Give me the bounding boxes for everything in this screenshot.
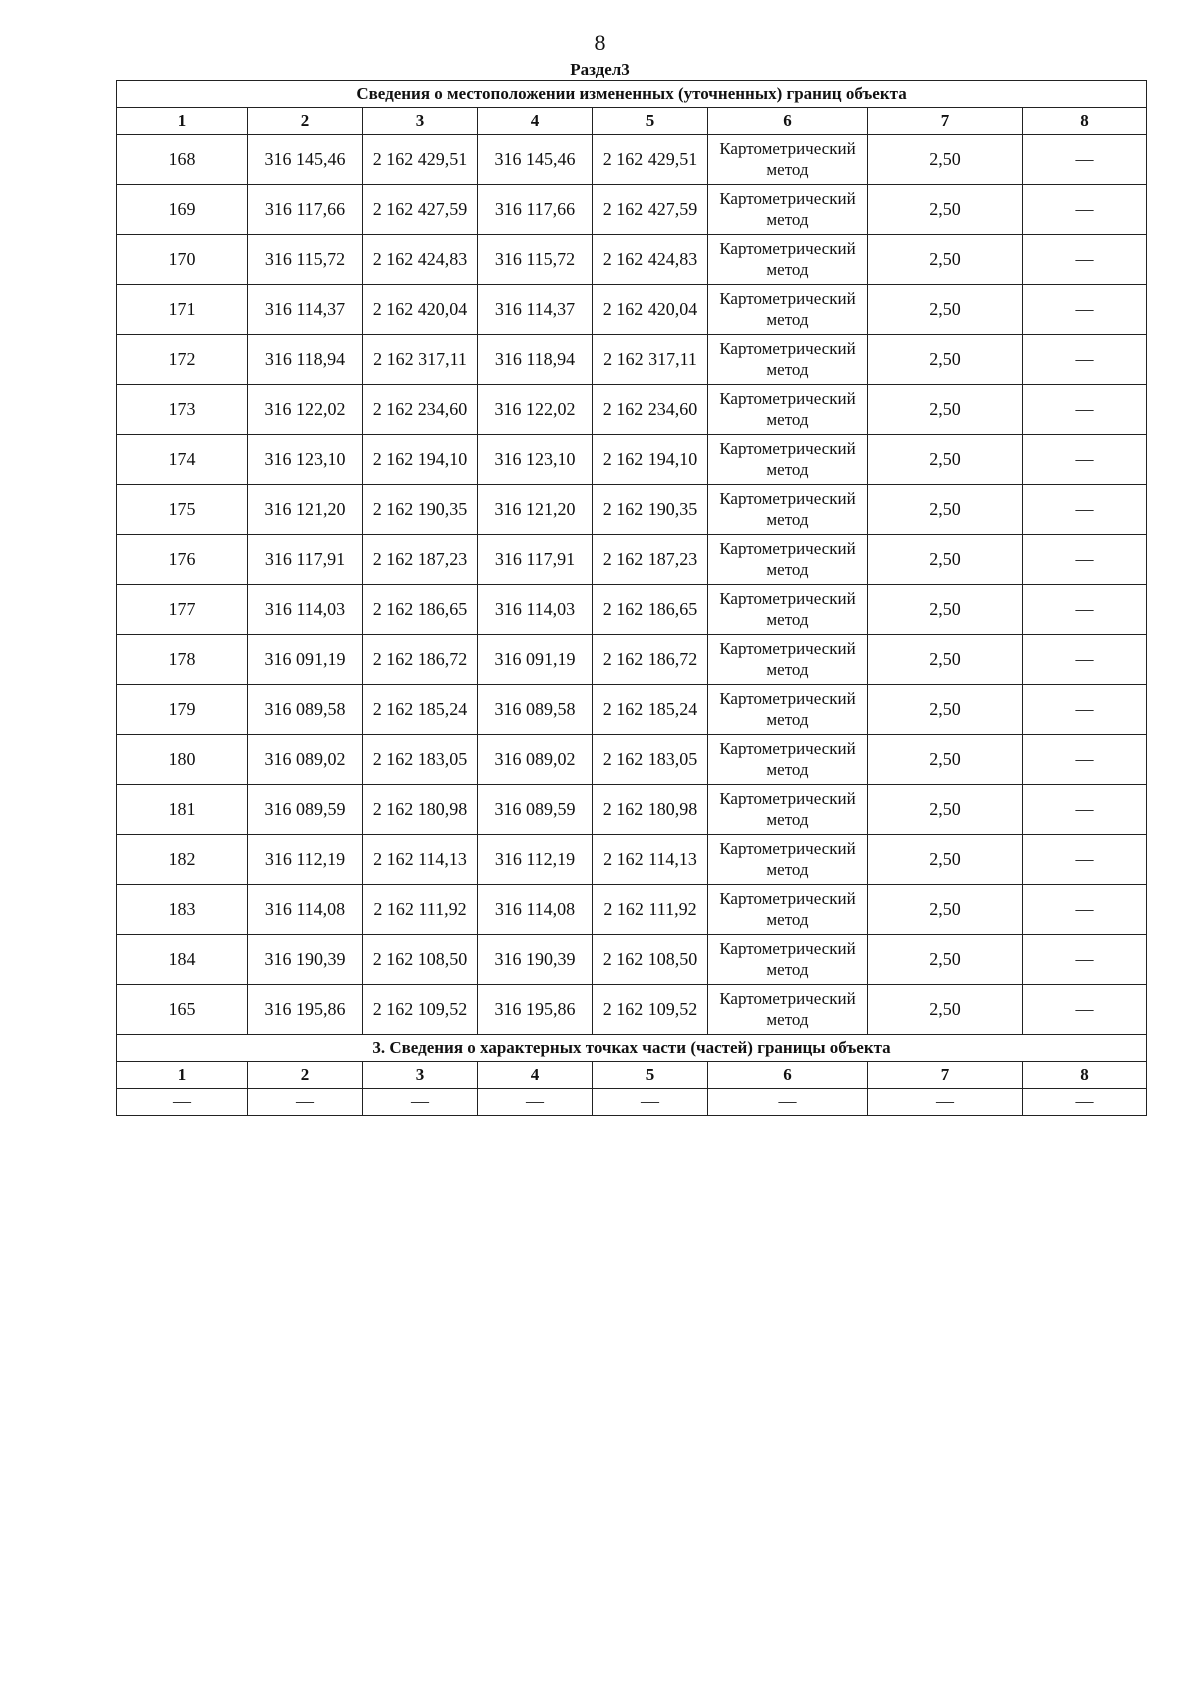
table-row [117,785,1147,835]
table-cell: — [363,1089,478,1116]
table-cell: 316 117,91 [248,535,363,585]
table-cell: 316 114,08 [478,885,593,935]
column-header: 5 [593,108,708,135]
table-cell: 316 122,02 [248,385,363,435]
table-cell: 2,50 [868,285,1023,335]
table-cell: — [478,1089,593,1116]
table-cell: — [1023,385,1147,435]
table-cell: — [1023,735,1147,785]
table-cell: 172 [117,335,248,385]
table-row [117,285,1147,335]
column-header: 3 [363,108,478,135]
table-cell: 2 162 109,52 [363,985,478,1035]
column-header: 6 [708,1062,868,1089]
table-row [117,135,1147,185]
table-cell: Картометрический метод [708,435,868,485]
table-row [117,335,1147,385]
table-cell: 171 [117,285,248,335]
table-cell: 2 162 185,24 [593,685,708,735]
column-header: 8 [1023,108,1147,135]
table-cell: 316 112,19 [248,835,363,885]
table-cell: 2,50 [868,685,1023,735]
column-header: 4 [478,108,593,135]
table-cell: Картометрический метод [708,785,868,835]
table-cell: 182 [117,835,248,885]
boundary-points-table [116,80,1147,1116]
table-cell: — [1023,535,1147,585]
table-row [117,1089,1147,1116]
table-cell: — [1023,985,1147,1035]
table-cell: — [1023,335,1147,385]
table-cell: 2 162 186,72 [363,635,478,685]
table-cell: — [1023,835,1147,885]
table-cell: Картометрический метод [708,935,868,985]
table-cell: 2,50 [868,185,1023,235]
section-2-header-row [117,108,1147,135]
table-cell: 316 114,37 [248,285,363,335]
table-cell: 316 117,66 [248,185,363,235]
table-cell: 316 089,02 [478,735,593,785]
table-cell: 2 162 234,60 [363,385,478,435]
section-title: Раздел3 [570,60,630,79]
table-cell: Картометрический метод [708,135,868,185]
table-cell: Картометрический метод [708,385,868,435]
table-cell: 2,50 [868,385,1023,435]
table-cell: 316 121,20 [478,485,593,535]
table-cell: 2 162 114,13 [593,835,708,885]
table-cell: — [248,1089,363,1116]
table-row [117,685,1147,735]
table-cell: 2,50 [868,835,1023,885]
table-row [117,985,1147,1035]
table-cell: 2,50 [868,735,1023,785]
table-cell: 316 115,72 [248,235,363,285]
table-cell: — [593,1089,708,1116]
table-row [117,485,1147,535]
table-cell: 2,50 [868,335,1023,385]
table-cell: 316 089,58 [478,685,593,735]
table-cell: — [1023,185,1147,235]
table-cell: 2 162 194,10 [593,435,708,485]
table-cell: 184 [117,935,248,985]
page-number: 8 [594,30,606,55]
table-cell: Картометрический метод [708,985,868,1035]
table-cell: 2 162 183,05 [593,735,708,785]
table-cell: Картометрический метод [708,685,868,735]
table-row [117,885,1147,935]
table-cell: 174 [117,435,248,485]
table-cell: 175 [117,485,248,535]
table-cell: 316 091,19 [248,635,363,685]
table-cell: — [1023,635,1147,685]
table-cell: 2 162 317,11 [363,335,478,385]
table-row [117,535,1147,585]
table-cell: 2 162 111,92 [593,885,708,935]
table-cell: 316 112,19 [478,835,593,885]
table-cell: — [708,1089,868,1116]
table-cell: 173 [117,385,248,435]
table-cell: — [1023,935,1147,985]
table-cell: 2 162 424,83 [593,235,708,285]
table-cell: Картометрический метод [708,535,868,585]
column-header: 2 [248,1062,363,1089]
table-cell: 179 [117,685,248,735]
table-cell: 2 162 190,35 [593,485,708,535]
table-cell: 316 122,02 [478,385,593,435]
table-cell: 2 162 108,50 [593,935,708,985]
column-header: 1 [117,1062,248,1089]
table-cell: — [868,1089,1023,1116]
table-cell: — [1023,1089,1147,1116]
table-cell: 2 162 429,51 [593,135,708,185]
table-cell: 2 162 183,05 [363,735,478,785]
table-cell: Картометрический метод [708,835,868,885]
table-cell: 178 [117,635,248,685]
table-cell: 316 118,94 [478,335,593,385]
table-cell: 2 162 420,04 [593,285,708,335]
table-cell: 177 [117,585,248,635]
table-cell: 316 114,03 [478,585,593,635]
table-cell: Картометрический метод [708,235,868,285]
table-cell: 165 [117,985,248,1035]
table-cell: 2 162 186,65 [363,585,478,635]
table-cell: 316 115,72 [478,235,593,285]
table-cell: 2 162 187,23 [593,535,708,585]
table-cell: 316 114,37 [478,285,593,335]
table-cell: 2,50 [868,935,1023,985]
table-row [117,585,1147,635]
table-cell: 2 162 114,13 [363,835,478,885]
table-cell: — [1023,235,1147,285]
table-cell: 170 [117,235,248,285]
column-header: 7 [868,108,1023,135]
table-cell: 2 162 317,11 [593,335,708,385]
table-cell: 2 162 180,98 [363,785,478,835]
table-cell: 2,50 [868,435,1023,485]
table-cell: — [1023,585,1147,635]
column-header: 4 [478,1062,593,1089]
table-cell: 2,50 [868,585,1023,635]
table-cell: — [117,1089,248,1116]
section-3-title-text: 3. Сведения о характерных точках части (частей) границы объекта [117,1035,1147,1062]
table-cell: 169 [117,185,248,235]
table-cell: — [1023,885,1147,935]
column-header: 2 [248,108,363,135]
table-cell: — [1023,285,1147,335]
table-cell: 2 162 180,98 [593,785,708,835]
table-cell: 2 162 424,83 [363,235,478,285]
column-header: 5 [593,1062,708,1089]
table-cell: 2,50 [868,985,1023,1035]
table-row [117,635,1147,685]
table-cell: 2,50 [868,235,1023,285]
table-cell: 316 145,46 [248,135,363,185]
section-2-title [117,81,1147,108]
table-cell: 2 162 427,59 [593,185,708,235]
table-cell: — [1023,435,1147,485]
table-cell: 2 162 190,35 [363,485,478,535]
table-cell: 2,50 [868,785,1023,835]
column-header: 3 [363,1062,478,1089]
table-cell: 316 195,86 [248,985,363,1035]
table-cell: 2 162 186,72 [593,635,708,685]
table-cell: 316 123,10 [478,435,593,485]
table-row [117,235,1147,285]
table-cell: 316 091,19 [478,635,593,685]
table-cell: 2 162 420,04 [363,285,478,335]
table-cell: 180 [117,735,248,785]
table-cell: 316 145,46 [478,135,593,185]
table-cell: 2 162 429,51 [363,135,478,185]
table-cell: Картометрический метод [708,485,868,535]
table-cell: Картометрический метод [708,735,868,785]
table-row [117,385,1147,435]
table-cell: 2,50 [868,135,1023,185]
table-cell: 181 [117,785,248,835]
table-cell: Картометрический метод [708,185,868,235]
table-cell: 316 190,39 [248,935,363,985]
table-cell: 316 190,39 [478,935,593,985]
table-row [117,735,1147,785]
table-cell: — [1023,135,1147,185]
table-cell: 316 089,58 [248,685,363,735]
table-cell: 316 121,20 [248,485,363,535]
column-header: 1 [117,108,248,135]
table-cell: 2 162 187,23 [363,535,478,585]
table-cell: 2 162 108,50 [363,935,478,985]
table-cell: Картометрический метод [708,335,868,385]
table-cell: 2 162 427,59 [363,185,478,235]
table-cell: — [1023,485,1147,535]
table-row [117,435,1147,485]
table-cell: 316 089,59 [248,785,363,835]
table-cell: Картометрический метод [708,885,868,935]
table-cell: 2,50 [868,885,1023,935]
table-cell: 316 089,02 [248,735,363,785]
table-cell: 2,50 [868,635,1023,685]
column-header: 8 [1023,1062,1147,1089]
table-cell: Картометрический метод [708,635,868,685]
column-header: 6 [708,108,868,135]
section-3-header-row [117,1062,1147,1089]
table-cell: 176 [117,535,248,585]
table-cell: — [1023,785,1147,835]
table-cell: 316 123,10 [248,435,363,485]
table-row [117,185,1147,235]
table-cell: 183 [117,885,248,935]
table-cell: 316 117,91 [478,535,593,585]
column-header: 7 [868,1062,1023,1089]
table-cell: 316 114,08 [248,885,363,935]
table-cell: 316 118,94 [248,335,363,385]
table-cell: 2 162 234,60 [593,385,708,435]
section-3-title [117,1035,1147,1062]
table-cell: 2 162 186,65 [593,585,708,635]
table-cell: 2 162 185,24 [363,685,478,735]
table-cell: 2 162 111,92 [363,885,478,935]
table-cell: 168 [117,135,248,185]
table-cell: 2 162 194,10 [363,435,478,485]
table-cell: 2 162 109,52 [593,985,708,1035]
table-cell: 2,50 [868,485,1023,535]
table-row [117,835,1147,885]
table-cell: 316 195,86 [478,985,593,1035]
table-cell: 316 114,03 [248,585,363,635]
table-cell: Картометрический метод [708,585,868,635]
table-cell: — [1023,685,1147,735]
table-row [117,935,1147,985]
table-cell: Картометрический метод [708,285,868,335]
table-body [117,81,1147,1116]
section-2-title-text: Сведения о местоположении измененных (уточненных) границ объекта [117,81,1147,108]
table-cell: 316 089,59 [478,785,593,835]
table-cell: 2,50 [868,535,1023,585]
table-cell: 316 117,66 [478,185,593,235]
